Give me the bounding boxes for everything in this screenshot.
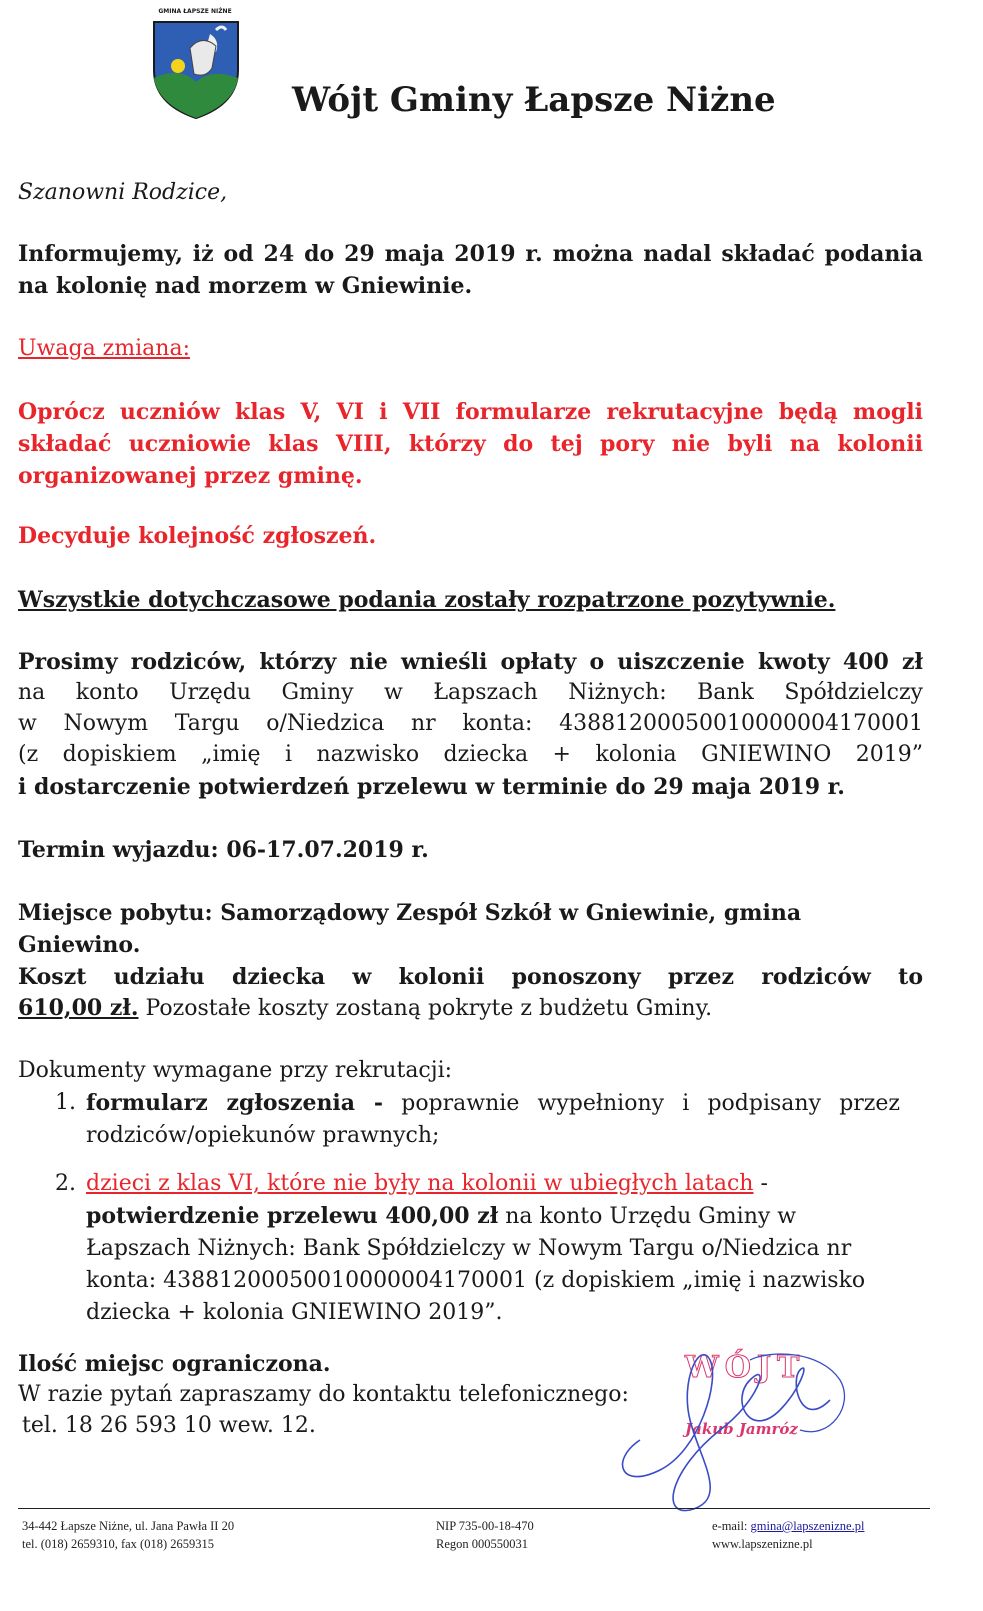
footer-ids: [436, 1517, 534, 1553]
phone-number: tel. 18 26 593 10 wew. 12.: [22, 1413, 316, 1438]
departure-date: Termin wyjazdu: 06-17.07.2019 r.: [18, 837, 429, 863]
payment-line-5: i dostarczenie potwierdzeń przelewu w terminie do 29 maja 2019 r.: [18, 774, 845, 800]
stamp-name: Jakub Jamróz: [685, 1420, 798, 1438]
contact-line: W razie pytań zapraszamy do kontaktu telefonicznego:: [18, 1382, 629, 1407]
document-2-title: potwierdzenie przelewu 400,00 zł: [86, 1203, 499, 1229]
document-2-text: na konto Urzędu Gminy w Łapszach Niżnych: Bank Spółdzielczy w Nowym Targu o/Niedzica nr konta: 43881200050010000004170001 (z dopiskiem „imię i nazwisko dziecka + kolonia GNIEWINO 2019”.: [86, 1204, 866, 1325]
order-note: Decyduje kolejność zgłoszeń.: [18, 523, 377, 549]
documents-heading: Dokumenty wymagane przy rekrutacji:: [18, 1058, 453, 1083]
cost-details: [18, 992, 923, 1025]
footer-phone-fax: tel. (018) 2659310, fax (018) 2659315: [22, 1537, 214, 1551]
stay-place: Miejsce pobytu: Samorządowy Zespół Szkół w Gniewinie, gmina Gniewino.: [18, 900, 802, 958]
limited-places: Ilość miejsc ograniczona.: [18, 1351, 331, 1377]
document-2-dash: -: [753, 1171, 768, 1196]
crest-caption: GMINA ŁAPSZE NIŻNE: [158, 8, 232, 15]
all-positive-note: Wszystkie dotychczasowe podania zostały rozpatrzone pozytywnie.: [18, 587, 836, 613]
document-item-1: [0, 1087, 923, 1152]
footer-divider: [18, 1508, 930, 1509]
payment-line-4: (z dopiskiem „imię i nazwisko dziecka + kolonia GNIEWINO 2019”: [18, 742, 923, 767]
notice-text: Oprócz uczniów klas V, VI i VII formularze rekrutacyjne będą mogli składać uczniowie klas VIII, którzy do tej pory nie byli na kolonii organizowanej przez gminę.: [18, 399, 923, 489]
payment-line-2: na konto Urzędu Gminy w Łapszach Niżnych: Bank Spółdzielczy: [18, 680, 923, 705]
footer-address-line: 34-442 Łapsze Niżne, ul. Jana Pawła II 20: [22, 1519, 235, 1533]
footer-email-label: e-mail:: [712, 1519, 751, 1533]
intro-paragraph: Informujemy, iż od 24 do 29 maja 2019 r. można nadal składać podania na kolonię nad morzem w Gniewinie.: [18, 241, 923, 299]
page-title: Wójt Gminy Łapsze Niżne: [292, 80, 776, 120]
footer-regon: Regon 000550031: [436, 1537, 529, 1551]
payment-line-1: Prosimy rodziców, którzy nie wnieśli opłaty o uiszczenie kwoty 400 zł: [18, 649, 923, 675]
footer-address: [22, 1517, 234, 1553]
list-number: 1.: [55, 1090, 76, 1115]
document-1-title: formularz zgłoszenia -: [86, 1090, 384, 1116]
payment-line-3: w Nowym Targu o/Niedzica nr konta: 43881200050010000004170001: [18, 711, 923, 736]
signature-scribble: [600, 1320, 920, 1520]
cost-rest: Pozostałe koszty zostaną pokryte z budżetu Gminy.: [138, 996, 713, 1021]
list-number: 2.: [55, 1171, 76, 1196]
greeting: Szanowni Rodzice,: [18, 180, 228, 205]
cost-amount: 610,00 zł.: [18, 995, 139, 1021]
document-1-text: poprawnie wypełniony i podpisany przez rodziców/opiekunów prawnych;: [86, 1091, 900, 1148]
stamp-title: WÓJT: [685, 1350, 806, 1385]
notice-heading: Uwaga zmiana:: [18, 336, 190, 361]
document-2-condition: dzieci z klas VI, które nie były na kolonii w ubiegłych latach: [86, 1171, 754, 1196]
footer-contact: [712, 1517, 864, 1553]
document-item-2: [0, 1168, 923, 1329]
footer-nip: NIP 735-00-18-470: [436, 1519, 534, 1533]
footer-email-link[interactable]: gmina@lapszenizne.pl: [750, 1519, 865, 1533]
coat-of-arms-logo: [150, 8, 242, 120]
cost-line: Koszt udziału dziecka w kolonii ponoszony przez rodziców to: [18, 964, 923, 990]
footer-website[interactable]: www.lapszenizne.pl: [712, 1537, 813, 1551]
